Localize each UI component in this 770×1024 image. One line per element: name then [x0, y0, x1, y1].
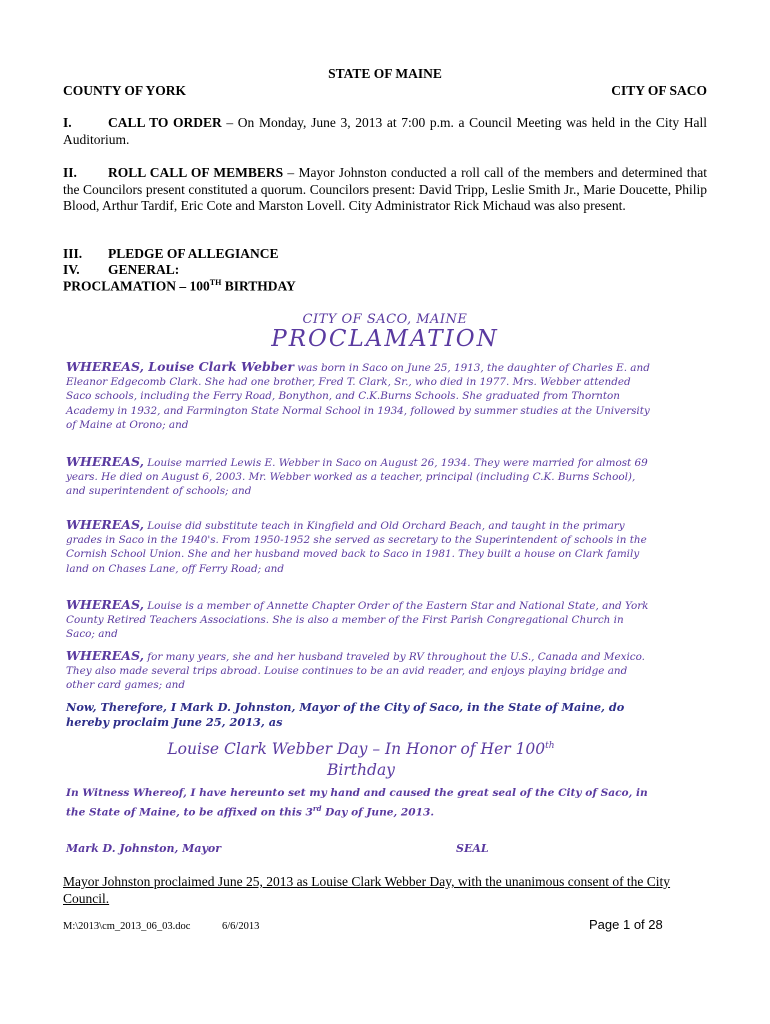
whereas-paragraph: WHEREAS, for many years, she and her husband traveled by RV throughout the U.S., Canada and Mexico. They also made several trips abroad. Louise continues to be an avid reader, and enjoys playing bridge and other card games; and	[66, 648, 645, 692]
item-title: GENERAL:	[108, 262, 180, 277]
city-heading: CITY OF SACO	[611, 83, 707, 98]
item-roll-call	[63, 165, 707, 215]
item-pledge	[63, 246, 279, 262]
whereas-paragraph: WHEREAS, Louise Clark Webber was born in Saco on June 25, 1913, the daughter of Charles E. and Eleanor Edgecomb Clark. She had one brother, Fred T. Clark, Sr., who died in 1977. Mrs. Webber attended Saco schools, including the Ferry Road, Bonython, and C.K.Burns Schools. She graduated from Thornton Academy in 1932, and Farmington State Normal School in 1934, followed by summer studies at the University of Maine at Orono; and	[66, 359, 650, 431]
item-title: PLEDGE OF ALLEGIANCE	[108, 246, 279, 261]
item-title: ROLL CALL OF MEMBERS	[108, 165, 284, 180]
footer-file-path: M:\2013\cm_2013_06_03.doc	[63, 921, 191, 932]
proclamation-title: PROCLAMATION	[271, 326, 499, 352]
item-number: II.	[63, 165, 77, 180]
proclamation-heading: PROCLAMATION – 100TH BIRTHDAY	[63, 278, 296, 294]
proclamation-witness: In Witness Whereof, I have hereunto set my hand and caused the great seal of the City of Saco, in the State of Maine, to be affixed on this 3rd Day of June, 2013.	[66, 787, 648, 819]
footer-page-number: Page 1 of 28	[589, 917, 663, 932]
item-text: – Mayor Johnston conducted a roll call of the members and determined that the Councilors present constituted a quorum. Councilors present: David Tripp, Leslie Smith Jr., Marie Doucette, Philip Blood, Arthur Tardif, Eric Cote and Marston Lovell. City Administrator Rick Michaud was also present.	[63, 165, 707, 213]
item-number: III.	[63, 246, 83, 261]
whereas-paragraph: WHEREAS, Louise is a member of Annette Chapter Order of the Eastern Star and National State, and York County Retired Teachers Associations. She is also a member of the First Parish Congregational Church in Saco; and	[66, 597, 649, 641]
item-text: – On Monday, June 3, 2013 at 7:00 p.m. a Council Meeting was held in the City Hall Auditorium.	[63, 115, 707, 147]
mayor-signature-line: Mark D. Johnston, Mayor	[66, 842, 221, 855]
seal-label: SEAL	[456, 842, 489, 855]
item-title: CALL TO ORDER	[108, 115, 222, 130]
state-heading: STATE OF MAINE	[328, 66, 442, 81]
proclamation-day-line: Louise Clark Webber Day – In Honor of Her 100th Birthday	[167, 740, 555, 780]
item-call-to-order	[63, 115, 707, 148]
item-number: IV.	[63, 262, 80, 277]
whereas-paragraph: WHEREAS, Louise did substitute teach in Kingfield and Old Orchard Beach, and taught in the primary grades in Saco in the 1940's. From 1950-1952 she served as secretary to the Superintendent of schools in the Cornish School Union. She and her husband moved back to Saco in 1981. They built a house on Clark family land on Chases Lane, off Ferry Road; and	[66, 517, 647, 575]
proclamation-now-therefore: Now, Therefore, I Mark D. Johnston, Mayor of the City of Saco, in the State of Maine, do hereby proclaim June 25, 2013, as	[66, 700, 625, 729]
proclamation-consent: Mayor Johnston proclaimed June 25, 2013 as Louise Clark Webber Day, with the unanimous consent of the City Council.	[63, 874, 671, 906]
county-heading: COUNTY OF YORK	[63, 83, 186, 98]
whereas-paragraph: WHEREAS, Louise married Lewis E. Webber in Saco on August 26, 1934. They were married for almost 69 years. He died on August 6, 2003. Mr. Webber worked as a teacher, principal (including C.K. Burns School), and superintendent of schools; and	[66, 454, 648, 498]
footer-date: 6/6/2013	[222, 921, 260, 932]
item-general	[63, 262, 179, 278]
proclamation-city: CITY OF SACO, MAINE	[302, 312, 468, 327]
item-number: I.	[63, 115, 72, 130]
